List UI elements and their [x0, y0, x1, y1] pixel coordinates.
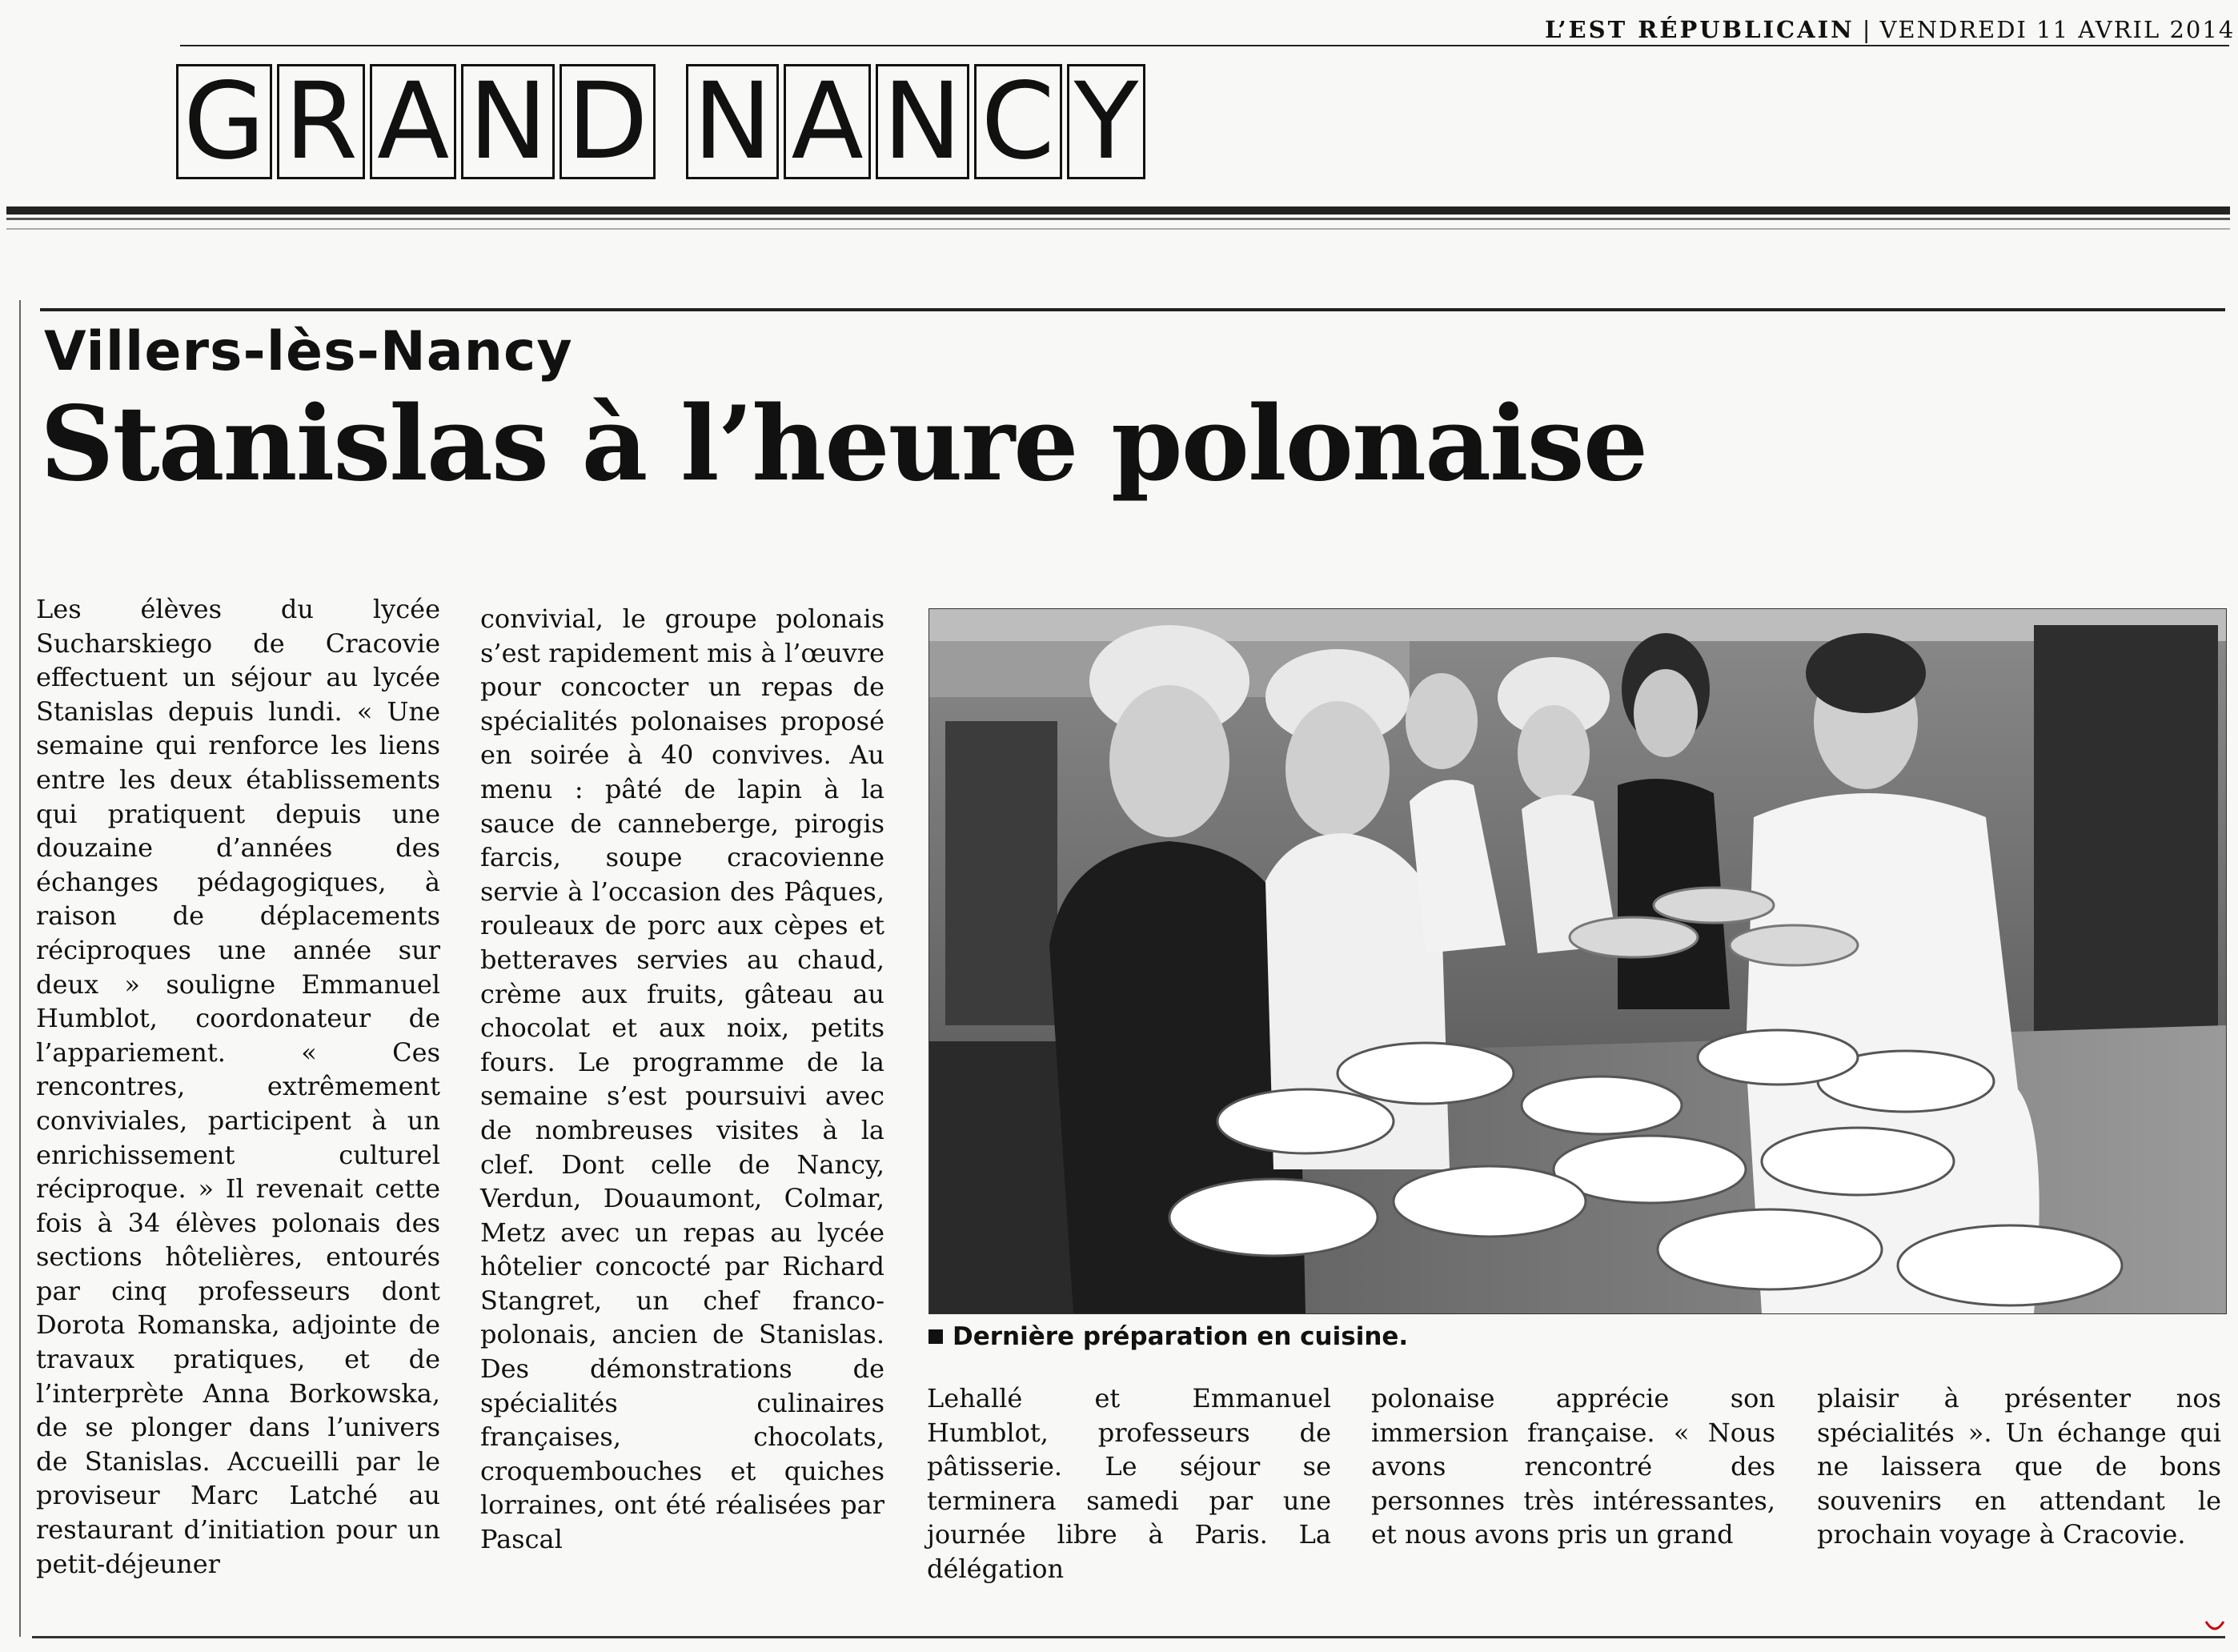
section-letter: N: [461, 64, 555, 179]
section-divider: [6, 228, 2230, 230]
section-letter: A: [370, 64, 456, 179]
section-letter: C: [974, 64, 1062, 179]
caption-text: Dernière préparation en cuisine.: [953, 1322, 1409, 1351]
kitchen-photo: [928, 608, 2227, 1314]
article-headline: Stanislas à l’heure polonaise: [40, 384, 1647, 504]
section-letter: N: [686, 64, 780, 179]
article-top-rule: [40, 308, 2225, 311]
newspaper-name: L’EST RÉPUBLICAIN: [1545, 16, 1855, 43]
page-edge-rule: [19, 300, 21, 1637]
photo-caption: [928, 1322, 1408, 1351]
article-kicker: Villers-lès-Nancy: [44, 320, 573, 383]
section-letter: G: [176, 64, 272, 179]
article-column: polonaise apprécie son immersion française. « Nous avons rencontré des personnes très intéressantes, et nous avons pris un grand: [1371, 1383, 1775, 1550]
article-column: Les élèves du lycée Sucharskiego de Cracovie effectuent un séjour au lycée Stanislas depuis lundi. « Une semaine qui renforce les liens entre les deux établissements qui pratiquent depuis une douzaine d’années des échanges pédagogiques, à raison de déplacements réciproques une année sur deux » souligne Emmanuel Humblot, coordonateur de l’appariement. « Ces rencontres, extrêmement conviviales, participent à un enrichissement culturel réciproque. » Il revenait cette fois à 34 élèves polonais des sections hôtelières, entourés par cinq professeurs dont Dorota Romanska, adjointe de travaux pratiques, et de l’interprète Anna Borkowska, de se plonger dans l’univers de Stanislas. Accueilli par le proviseur Marc Latché au restaurant d’initiation pour un petit-déjeuner: [36, 594, 440, 1579]
section-divider: [6, 218, 2230, 220]
issue-date: VENDREDI 11 AVRIL 2014: [1879, 16, 2236, 43]
article-column: plaisir à présenter nos spécialités ». Un échange qui ne laissera que de bons souvenirs en attendant le prochain voyage à Cracovie.: [1817, 1383, 2221, 1550]
section-letter: D: [560, 64, 656, 179]
article-column: Lehallé et Emmanuel Humblot, professeurs de pâtisserie. Le séjour se terminera samedi par une journée libre à Paris. La délégation: [927, 1383, 1331, 1584]
section-letter: N: [876, 64, 969, 179]
section-title: [176, 60, 1145, 184]
bottom-rule: [32, 1636, 2225, 1638]
section-letter: Y: [1067, 64, 1146, 179]
smile-icon: [2203, 1618, 2227, 1634]
section-letter: A: [784, 64, 870, 179]
caption-bullet-icon: [928, 1329, 943, 1344]
masthead-separator: |: [1862, 16, 1872, 43]
section-letter: R: [277, 64, 365, 179]
masthead-rule: [180, 45, 2229, 46]
section-divider: [6, 206, 2230, 215]
article-column: convivial, le groupe polonais s’est rapidement mis à l’œuvre pour concocter un repas de spécialités polonaises proposé en soirée à 40 convives. Au menu : pâté de lapin à la sauce de canneberge, pirogis farcis, soupe cracovienne servie à l’occasion des Pâques, rouleaux de porc aux cèpes et betteraves servies au chaud, crème aux fruits, gâteau au chocolat et aux noix, petits fours. Le programme de la semaine s’est poursuivi avec de nombreuses visites à la clef. Dont celle de Nancy, Verdun, Douaumont, Colmar, Metz avec un repas au lycée hôtelier concocté par Richard Stangret, un chef franco-polonais, ancien de Stanislas. Des démonstrations de spécialités culinaires françaises, chocolats, croquembouches et quiches lorraines, ont été réalisées par Pascal: [480, 603, 884, 1555]
